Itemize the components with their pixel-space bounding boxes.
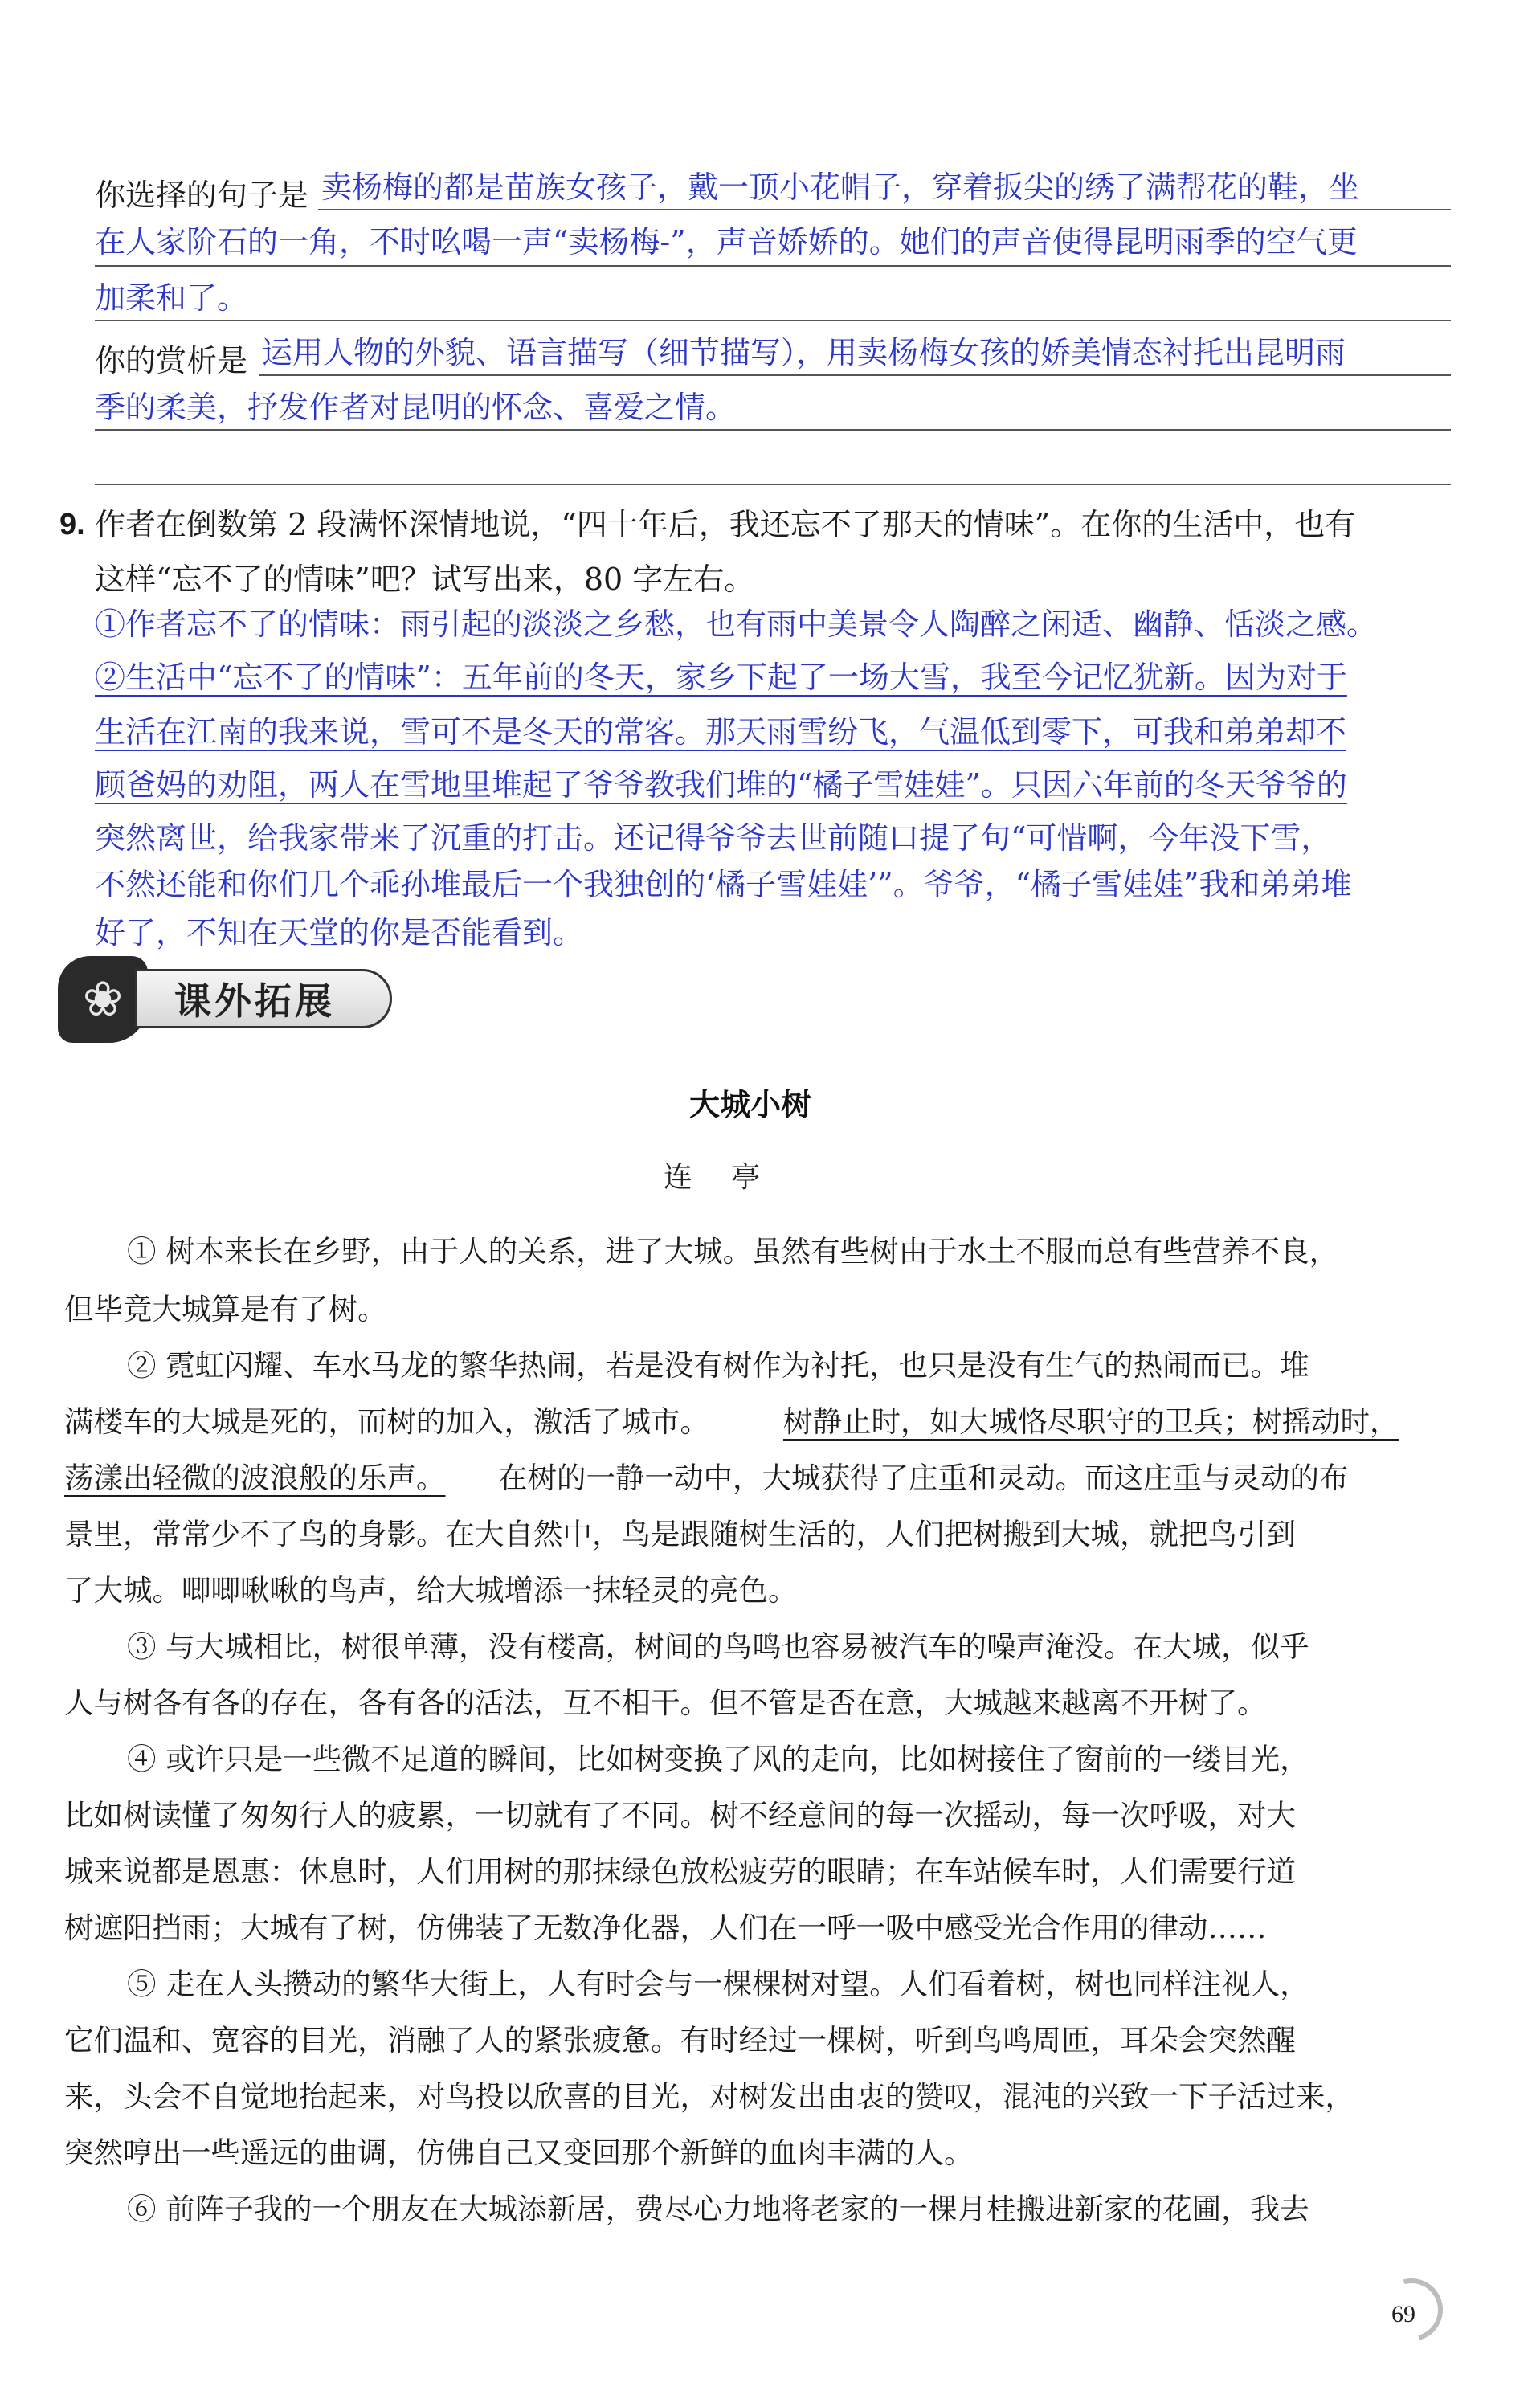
article-line: 在树的一静一动中，大城获得了庄重和灵动。而这庄重与灵动的布 xyxy=(498,1461,1349,1495)
article-underlined-sentence: 树静止时，如大城恪尽职守的卫兵；树摇动时， xyxy=(783,1404,1399,1439)
article-line: ③ 与大城相比，树很单薄，没有楼高，树间的鸟鸣也容易被汽车的噪声淹没。在大城，似乎 xyxy=(127,1629,1309,1664)
handwritten-answer-line: 突然离世，给我家带来了沉重的打击。还记得爷爷去世前随口提了句“可惜啊，今年没下雪， xyxy=(95,820,1332,856)
answer-rule xyxy=(95,429,1451,431)
article-title: 大城小树 xyxy=(689,1087,812,1122)
handwritten-answer-line: 不然还能和你们几个乖孙堆最后一个我独创的‘橘子雪娃娃’”。爷爷，“橘子雪娃娃”我和弟弟堆 xyxy=(95,867,1352,902)
article-line: ⑥ 前阵子我的一个朋友在大城添新居，费尽心力地将老家的一棵月桂搬进新家的花圃，我去 xyxy=(127,2192,1309,2226)
answer-rule xyxy=(95,265,1451,267)
handwritten-answer-line: 在人家阶石的一角，不时吆喝一声“卖杨梅-”，声音娇娇的。她们的声音使得昆明雨季的空气更 xyxy=(95,224,1358,259)
question-prompt-line: 作者在倒数第 2 段满怀深情地说，“四十年后，我还忘不了那天的情味”。在你的生活中，也有 xyxy=(95,507,1356,542)
article-line: 了大城。唧唧啾啾的鸟声，给大城增添一抹轻灵的亮色。 xyxy=(64,1573,798,1608)
handwritten-answer-line: ①作者忘不了的情味：雨引起的淡淡之乡愁，也有雨中美景令人陶醉之闲适、幽静、恬淡之感。 xyxy=(95,607,1378,642)
handwritten-answer-line: 季的柔美，抒发作者对昆明的怀念、喜爱之情。 xyxy=(95,390,737,425)
section-banner-label: 课外拓展 xyxy=(135,969,392,1028)
handwritten-answer-line: 顾爸妈的劝阻，两人在雪地里堆起了爷爷教我们堆的“橘子雪娃娃”。只因六年前的冬天爷爷的 xyxy=(95,767,1347,803)
article-line: ⑤ 走在人头攒动的繁华大街上，人有时会与一棵棵树对望。人们看着树，树也同样注视人， xyxy=(127,1967,1309,2001)
article-line: 突然哼出一些遥远的曲调，仿佛自己又变回那个新鲜的血肉丰满的人。 xyxy=(64,2135,974,2170)
article-line: 但毕竟大城算是有了树。 xyxy=(64,1292,387,1326)
handwritten-answer-line: 卖杨梅的都是苗族女孩子，戴一顶小花帽子，穿着扳尖的绣了满帮花的鞋，坐 xyxy=(321,170,1360,205)
handwritten-answer-line: 加柔和了。 xyxy=(95,280,248,316)
answer-rule xyxy=(95,484,1451,485)
article-underlined-sentence: 荡漾出轻微的波浪般的乐声。 xyxy=(64,1461,446,1495)
article-line: 人与树各有各的存在，各有各的活法，互不相干。但不管是否在意，大城越来越离不开树了。 xyxy=(64,1686,1267,1720)
choose-label: 你选择的句子是 xyxy=(95,178,309,213)
article-line: 比如树读懂了匆匆行人的疲累，一切就有了不同。树不经意间的每一次摇动，每一次呼吸，对大 xyxy=(64,1798,1296,1833)
page-number-badge xyxy=(1380,2278,1449,2348)
article-line: 景里，常常少不了鸟的身影。在大自然中，鸟是跟随树生活的，人们把树搬到大城，就把鸟引到 xyxy=(64,1517,1296,1551)
handwritten-answer-line: 运用人物的外貌、语言描写（细节描写），用卖杨梅女孩的娇美情态衬托出昆明雨 xyxy=(262,335,1346,370)
article-author: 连亭 xyxy=(664,1161,799,1194)
answer-rule xyxy=(95,320,1451,321)
article-line: 城来说都是恩惠：休息时，人们用树的那抹绿色放松疲劳的眼睛；在车站候车时，人们需要行道 xyxy=(64,1854,1296,1889)
question-number: 9. xyxy=(59,508,85,541)
page-number: 69 xyxy=(1391,2301,1415,2327)
question-prompt-line: 这样“忘不了的情味”吧？试写出来，80 字左右。 xyxy=(95,562,755,597)
section-banner xyxy=(58,956,394,1043)
answer-rule xyxy=(259,374,1451,376)
mascot-icon: ❀ xyxy=(58,956,148,1043)
article-line: 树遮阳挡雨；大城有了树，仿佛装了无数净化器，人们在一呼一吸中感受光合作用的律动…… xyxy=(64,1910,1267,1945)
analysis-label: 你的赏析是 xyxy=(95,343,248,378)
handwritten-answer-line: 好了，不知在天堂的你是否能看到。 xyxy=(95,915,584,950)
handwritten-answer-line: ②生活中“忘不了的情味”：五年前的冬天，家乡下起了一场大雪，我至今记忆犹新。因为对于 xyxy=(95,660,1347,695)
article-line: 来，头会不自觉地抬起来，对鸟投以欣喜的目光，对树发出由衷的赞叹，混沌的兴致一下子活过来， xyxy=(64,2079,1354,2114)
article-line: ② 霓虹闪耀、车水马龙的繁华热闹，若是没有树作为衬托，也只是没有生气的热闹而已。堆 xyxy=(127,1348,1309,1383)
article-line: ④ 或许只是一些微不足道的瞬间，比如树变换了风的走向，比如树接住了窗前的一缕目光， xyxy=(127,1742,1309,1776)
article-line: 它们温和、宽容的目光，消融了人的紧张疲惫。有时经过一棵树，听到鸟鸣周匝，耳朵会突然醒 xyxy=(64,2023,1296,2058)
article-line: 满楼车的大城是死的，而树的加入，激活了城市。 xyxy=(64,1404,709,1439)
article-line: ① 树本来长在乡野，由于人的关系，进了大城。虽然有些树由于水土不服而总有些营养不良， xyxy=(127,1234,1339,1269)
answer-rule xyxy=(318,209,1451,210)
handwritten-answer-line: 生活在江南的我来说，雪可不是冬天的常客。那天雨雪纷飞，气温低到零下，可我和弟弟却不 xyxy=(95,714,1347,750)
